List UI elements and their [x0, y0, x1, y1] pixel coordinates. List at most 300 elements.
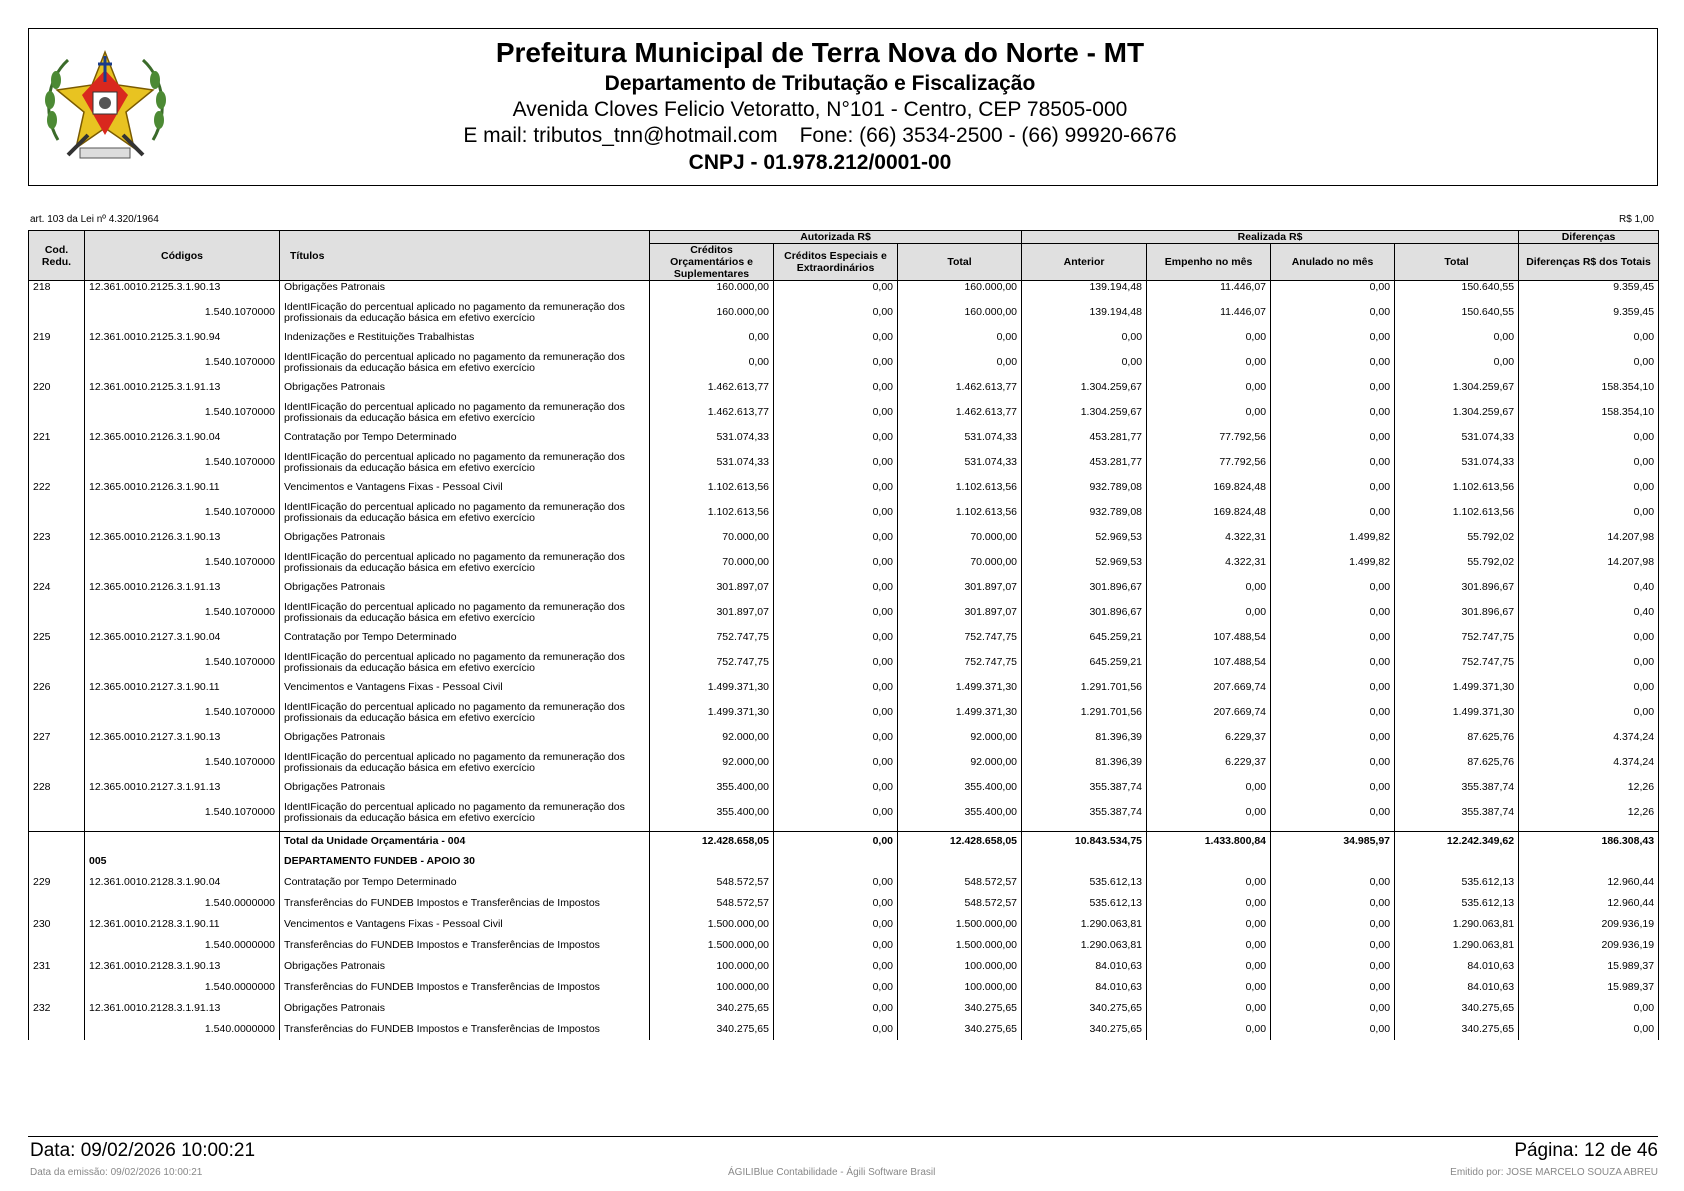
table-row — [29, 595, 1659, 631]
empenho-cell: 0,00 — [1147, 331, 1271, 345]
anterior-cell: 81.396,39 — [1022, 731, 1147, 745]
cod-redu-cell: 218 — [29, 281, 85, 296]
empenho-cell: 77.792,56 — [1147, 431, 1271, 445]
titulo-cell: Transferências do FUNDEB Impostos e Transferências de Impostos — [280, 935, 650, 956]
creditos-orc-cell: 70.000,00 — [650, 545, 774, 581]
col-diferencas-totais: Diferenças R$ dos Totais — [1519, 244, 1659, 281]
creditos-esp-cell: 0,00 — [774, 631, 898, 645]
codigo-cell: 1.540.1070000 — [85, 795, 280, 832]
col-anulado: Anulado no mês — [1271, 244, 1395, 281]
anterior-cell: 340.275,65 — [1022, 1019, 1147, 1040]
empenho-cell: 0,00 — [1147, 595, 1271, 631]
creditos-esp-cell: 0,00 — [774, 345, 898, 381]
creditos-orc-cell: 548.572,57 — [650, 872, 774, 893]
law-reference: art. 103 da Lei nº 4.320/1964 — [30, 214, 159, 225]
codigo-cell: 1.540.1070000 — [85, 545, 280, 581]
codigo-cell: 1.540.1070000 — [85, 345, 280, 381]
cod-redu-cell — [29, 745, 85, 781]
total-autorizada-cell: 1.462.613,77 — [898, 381, 1022, 395]
creditos-esp-cell: 0,00 — [774, 395, 898, 431]
creditos-esp-cell: 0,00 — [774, 381, 898, 395]
anulado-cell — [1271, 852, 1395, 872]
cod-redu-cell: 224 — [29, 581, 85, 595]
col-cod: Cod. Redu. — [29, 231, 85, 281]
diferencas-cell: 209.936,19 — [1519, 935, 1659, 956]
empenho-cell: 0,00 — [1147, 893, 1271, 914]
anulado-cell: 0,00 — [1271, 956, 1395, 977]
anulado-cell: 0,00 — [1271, 795, 1395, 832]
table-row — [29, 531, 1659, 545]
anulado-cell: 0,00 — [1271, 645, 1395, 681]
creditos-orc-cell: 1.462.613,77 — [650, 395, 774, 431]
table-row — [29, 645, 1659, 681]
creditos-esp-cell: 0,00 — [774, 581, 898, 595]
empenho-cell: 0,00 — [1147, 1019, 1271, 1040]
anulado-cell: 0,00 — [1271, 914, 1395, 935]
cod-redu-cell — [29, 1019, 85, 1040]
total-realizada-cell: 0,00 — [1395, 345, 1519, 381]
creditos-orc-cell: 1.102.613,56 — [650, 481, 774, 495]
total-realizada-cell: 87.625,76 — [1395, 731, 1519, 745]
codigo-cell: 12.365.0010.2127.3.1.90.04 — [85, 631, 280, 645]
anulado-cell: 0,00 — [1271, 581, 1395, 595]
creditos-orc-cell: 160.000,00 — [650, 281, 774, 296]
creditos-esp-cell: 0,00 — [774, 281, 898, 296]
titulo-cell: Contratação por Tempo Determinado — [280, 872, 650, 893]
empenho-cell: 6.229,37 — [1147, 745, 1271, 781]
cod-redu-cell — [29, 345, 85, 381]
table-row — [29, 956, 1659, 977]
titulo-cell: Total da Unidade Orçamentária - 004 — [280, 832, 650, 853]
codigo-cell: 12.365.0010.2127.3.1.90.11 — [85, 681, 280, 695]
total-autorizada-cell: 752.747,75 — [898, 631, 1022, 645]
empenho-cell: 0,00 — [1147, 872, 1271, 893]
codigo-cell: 12.365.0010.2127.3.1.90.13 — [85, 731, 280, 745]
total-autorizada-cell: 1.462.613,77 — [898, 395, 1022, 431]
col-total-realizada: Total — [1395, 244, 1519, 281]
total-autorizada-cell: 1.102.613,56 — [898, 495, 1022, 531]
anterior-cell: 645.259,21 — [1022, 645, 1147, 681]
total-realizada-cell: 535.612,13 — [1395, 893, 1519, 914]
anterior-cell: 355.387,74 — [1022, 781, 1147, 795]
table-row — [29, 481, 1659, 495]
empenho-cell: 77.792,56 — [1147, 445, 1271, 481]
group-autorizada: Autorizada R$ — [650, 231, 1022, 244]
creditos-esp-cell: 0,00 — [774, 795, 898, 832]
total-autorizada-cell: 100.000,00 — [898, 977, 1022, 998]
anterior-cell: 84.010,63 — [1022, 977, 1147, 998]
anulado-cell: 0,00 — [1271, 295, 1395, 331]
empenho-cell: 0,00 — [1147, 395, 1271, 431]
total-autorizada-cell: 0,00 — [898, 345, 1022, 381]
creditos-esp-cell: 0,00 — [774, 914, 898, 935]
total-realizada-cell: 752.747,75 — [1395, 645, 1519, 681]
codigo-cell: 1.540.0000000 — [85, 1019, 280, 1040]
anterior-cell: 535.612,13 — [1022, 893, 1147, 914]
codigo-cell: 12.361.0010.2128.3.1.90.11 — [85, 914, 280, 935]
anulado-cell: 0,00 — [1271, 495, 1395, 531]
codigo-cell: 005 — [85, 852, 280, 872]
codigo-cell: 1.540.1070000 — [85, 445, 280, 481]
currency-unit: R$ 1,00 — [1618, 214, 1654, 225]
empenho-cell: 0,00 — [1147, 345, 1271, 381]
titulo-cell: IdentIFicação do percentual aplicado no pagamento da remuneração dos profissionais da educação básica em efetivo exercício — [280, 395, 650, 431]
table-group-header — [29, 231, 1659, 244]
creditos-esp-cell: 0,00 — [774, 695, 898, 731]
total-autorizada-cell: 160.000,00 — [898, 281, 1022, 296]
creditos-esp-cell: 0,00 — [774, 431, 898, 445]
creditos-orc-cell: 1.500.000,00 — [650, 914, 774, 935]
codigo-cell: 1.540.1070000 — [85, 495, 280, 531]
empenho-cell: 4.322,31 — [1147, 531, 1271, 545]
creditos-esp-cell: 0,00 — [774, 935, 898, 956]
total-realizada-cell: 752.747,75 — [1395, 631, 1519, 645]
creditos-esp-cell: 0,00 — [774, 745, 898, 781]
anterior-cell: 10.843.534,75 — [1022, 832, 1147, 853]
anterior-cell: 1.291.701,56 — [1022, 681, 1147, 695]
empenho-cell: 6.229,37 — [1147, 731, 1271, 745]
table-row — [29, 631, 1659, 645]
empenho-cell: 0,00 — [1147, 914, 1271, 935]
titulo-cell: Obrigações Patronais — [280, 781, 650, 795]
table-body — [29, 281, 1659, 1041]
titulo-cell: Contratação por Tempo Determinado — [280, 431, 650, 445]
codigo-cell: 12.361.0010.2128.3.1.90.04 — [85, 872, 280, 893]
codigo-cell: 1.540.1070000 — [85, 645, 280, 681]
anulado-cell: 0,00 — [1271, 731, 1395, 745]
diferencas-cell: 4.374,24 — [1519, 745, 1659, 781]
total-autorizada-cell: 340.275,65 — [898, 1019, 1022, 1040]
titulo-cell: Indenizações e Restituições Trabalhistas — [280, 331, 650, 345]
total-realizada-cell: 1.499.371,30 — [1395, 681, 1519, 695]
footer-page-number: Página: 12 de 46 — [1514, 1140, 1658, 1161]
creditos-orc-cell — [650, 852, 774, 872]
total-realizada-cell: 1.304.259,67 — [1395, 395, 1519, 431]
total-realizada-cell: 1.499.371,30 — [1395, 695, 1519, 731]
creditos-orc-cell: 355.400,00 — [650, 795, 774, 832]
total-realizada-cell: 301.896,67 — [1395, 595, 1519, 631]
codigo-cell: 12.365.0010.2126.3.1.91.13 — [85, 581, 280, 595]
creditos-orc-cell: 1.499.371,30 — [650, 681, 774, 695]
total-autorizada-cell: 1.500.000,00 — [898, 935, 1022, 956]
cod-redu-cell: 219 — [29, 331, 85, 345]
total-realizada-cell: 87.625,76 — [1395, 745, 1519, 781]
codigo-cell: 1.540.0000000 — [85, 935, 280, 956]
empenho-cell: 207.669,74 — [1147, 681, 1271, 695]
creditos-orc-cell: 92.000,00 — [650, 745, 774, 781]
creditos-esp-cell — [774, 852, 898, 872]
total-autorizada-cell: 70.000,00 — [898, 531, 1022, 545]
titulo-cell: IdentIFicação do percentual aplicado no pagamento da remuneração dos profissionais da educação básica em efetivo exercício — [280, 495, 650, 531]
diferencas-cell: 12,26 — [1519, 795, 1659, 832]
anulado-cell: 0,00 — [1271, 695, 1395, 731]
codigo-cell: 1.540.0000000 — [85, 893, 280, 914]
empenho-cell: 11.446,07 — [1147, 295, 1271, 331]
total-autorizada-cell: 1.102.613,56 — [898, 481, 1022, 495]
empenho-cell: 207.669,74 — [1147, 695, 1271, 731]
diferencas-cell: 0,40 — [1519, 595, 1659, 631]
table-row — [29, 731, 1659, 745]
anterior-cell: 1.291.701,56 — [1022, 695, 1147, 731]
header-text — [300, 36, 1340, 177]
table-row — [29, 495, 1659, 531]
anulado-cell: 0,00 — [1271, 935, 1395, 956]
creditos-esp-cell: 0,00 — [774, 531, 898, 545]
anterior-cell: 52.969,53 — [1022, 531, 1147, 545]
table-row — [29, 998, 1659, 1019]
empenho-cell: 0,00 — [1147, 977, 1271, 998]
codigo-cell: 1.540.1070000 — [85, 395, 280, 431]
col-creditos-especiais: Créditos Especiais e Extraordinários — [774, 244, 898, 281]
anterior-cell: 81.396,39 — [1022, 745, 1147, 781]
titulo-cell: IdentIFicação do percentual aplicado no pagamento da remuneração dos profissionais da educação básica em efetivo exercício — [280, 745, 650, 781]
total-autorizada-cell: 1.499.371,30 — [898, 695, 1022, 731]
anterior-cell: 453.281,77 — [1022, 445, 1147, 481]
cod-redu-cell — [29, 795, 85, 832]
creditos-esp-cell: 0,00 — [774, 731, 898, 745]
creditos-orc-cell: 340.275,65 — [650, 1019, 774, 1040]
table-row — [29, 345, 1659, 381]
total-realizada-cell: 355.387,74 — [1395, 795, 1519, 832]
total-realizada-cell: 535.612,13 — [1395, 872, 1519, 893]
creditos-orc-cell: 100.000,00 — [650, 956, 774, 977]
diferencas-cell: 15.989,37 — [1519, 956, 1659, 977]
municipal-coat-of-arms-logo — [38, 40, 173, 175]
total-realizada-cell: 340.275,65 — [1395, 998, 1519, 1019]
empenho-cell: 1.433.800,84 — [1147, 832, 1271, 853]
cod-redu-cell — [29, 832, 85, 853]
codigo-cell: 12.361.0010.2125.3.1.91.13 — [85, 381, 280, 395]
titulo-cell: Obrigações Patronais — [280, 581, 650, 595]
diferencas-cell: 9.359,45 — [1519, 281, 1659, 296]
diferencas-cell: 15.989,37 — [1519, 977, 1659, 998]
anulado-cell: 0,00 — [1271, 872, 1395, 893]
total-autorizada-cell: 548.572,57 — [898, 893, 1022, 914]
table-row — [29, 977, 1659, 998]
header-email: E mail: tributos_tnn@hotmail.com — [463, 124, 778, 147]
header-phone: Fone: (66) 3534-2500 - (66) 99920-6676 — [799, 124, 1177, 147]
cod-redu-cell — [29, 545, 85, 581]
anulado-cell: 0,00 — [1271, 998, 1395, 1019]
anulado-cell: 0,00 — [1271, 893, 1395, 914]
creditos-esp-cell: 0,00 — [774, 331, 898, 345]
table-row — [29, 745, 1659, 781]
col-total-autorizada: Total — [898, 244, 1022, 281]
anterior-cell: 1.290.063,81 — [1022, 914, 1147, 935]
codigo-cell: 12.365.0010.2127.3.1.91.13 — [85, 781, 280, 795]
table-row — [29, 281, 1659, 296]
total-autorizada-cell: 355.400,00 — [898, 795, 1022, 832]
total-autorizada-cell: 301.897,07 — [898, 595, 1022, 631]
codigo-cell: 12.365.0010.2126.3.1.90.11 — [85, 481, 280, 495]
titulo-cell: Obrigações Patronais — [280, 998, 650, 1019]
total-autorizada-cell: 301.897,07 — [898, 581, 1022, 595]
cod-redu-cell: 232 — [29, 998, 85, 1019]
titulo-cell: Transferências do FUNDEB Impostos e Transferências de Impostos — [280, 1019, 650, 1040]
table-row — [29, 1019, 1659, 1040]
budget-table — [28, 230, 1659, 1040]
diferencas-cell: 12,26 — [1519, 781, 1659, 795]
creditos-orc-cell: 0,00 — [650, 331, 774, 345]
diferencas-cell: 4.374,24 — [1519, 731, 1659, 745]
empenho-cell: 0,00 — [1147, 935, 1271, 956]
empenho-cell: 169.824,48 — [1147, 481, 1271, 495]
total-realizada-cell: 355.387,74 — [1395, 781, 1519, 795]
titulo-cell: Vencimentos e Vantagens Fixas - Pessoal Civil — [280, 681, 650, 695]
anulado-cell: 0,00 — [1271, 481, 1395, 495]
cod-redu-cell: 221 — [29, 431, 85, 445]
cod-redu-cell — [29, 893, 85, 914]
anterior-cell: 453.281,77 — [1022, 431, 1147, 445]
codigo-cell: 1.540.1070000 — [85, 695, 280, 731]
total-realizada-cell: 150.640,55 — [1395, 281, 1519, 296]
col-titulos: Títulos — [280, 231, 650, 281]
table-row — [29, 935, 1659, 956]
creditos-esp-cell: 0,00 — [774, 872, 898, 893]
anterior-cell: 139.194,48 — [1022, 281, 1147, 296]
titulo-cell: IdentIFicação do percentual aplicado no pagamento da remuneração dos profissionais da educação básica em efetivo exercício — [280, 445, 650, 481]
total-autorizada-cell: 0,00 — [898, 331, 1022, 345]
titulo-cell: IdentIFicação do percentual aplicado no pagamento da remuneração dos profissionais da educação básica em efetivo exercício — [280, 545, 650, 581]
anulado-cell: 0,00 — [1271, 331, 1395, 345]
anterior-cell: 932.789,08 — [1022, 495, 1147, 531]
total-realizada-cell — [1395, 852, 1519, 872]
titulo-cell: IdentIFicação do percentual aplicado no pagamento da remuneração dos profissionais da educação básica em efetivo exercício — [280, 295, 650, 331]
diferencas-cell: 209.936,19 — [1519, 914, 1659, 935]
empenho-cell — [1147, 852, 1271, 872]
anterior-cell — [1022, 852, 1147, 872]
titulo-cell: IdentIFicação do percentual aplicado no pagamento da remuneração dos profissionais da educação básica em efetivo exercício — [280, 345, 650, 381]
anterior-cell: 645.259,21 — [1022, 631, 1147, 645]
empenho-cell: 107.488,54 — [1147, 631, 1271, 645]
anterior-cell: 52.969,53 — [1022, 545, 1147, 581]
diferencas-cell: 0,00 — [1519, 695, 1659, 731]
anulado-cell: 0,00 — [1271, 595, 1395, 631]
anulado-cell: 1.499,82 — [1271, 531, 1395, 545]
codigo-cell: 1.540.0000000 — [85, 977, 280, 998]
total-autorizada-cell: 92.000,00 — [898, 731, 1022, 745]
total-autorizada-cell: 160.000,00 — [898, 295, 1022, 331]
anterior-cell: 301.896,67 — [1022, 595, 1147, 631]
anulado-cell: 1.499,82 — [1271, 545, 1395, 581]
header-department: Departamento de Tributação e Fiscalização — [604, 72, 1036, 95]
table-row — [29, 893, 1659, 914]
total-autorizada-cell: 100.000,00 — [898, 956, 1022, 977]
creditos-orc-cell: 160.000,00 — [650, 295, 774, 331]
titulo-cell: Transferências do FUNDEB Impostos e Transferências de Impostos — [280, 977, 650, 998]
footer-emission-date: Data da emissão: 09/02/2026 10:00:21 — [30, 1167, 203, 1178]
total-autorizada-cell: 92.000,00 — [898, 745, 1022, 781]
cod-redu-cell: 222 — [29, 481, 85, 495]
total-realizada-cell: 84.010,63 — [1395, 977, 1519, 998]
total-realizada-cell: 55.792,02 — [1395, 531, 1519, 545]
empenho-cell: 11.446,07 — [1147, 281, 1271, 296]
cod-redu-cell — [29, 645, 85, 681]
cod-redu-cell — [29, 852, 85, 872]
total-autorizada-cell: 531.074,33 — [898, 445, 1022, 481]
diferencas-cell: 12.960,44 — [1519, 893, 1659, 914]
total-realizada-cell: 1.304.259,67 — [1395, 381, 1519, 395]
header-cnpj: CNPJ - 01.978.212/0001-00 — [688, 151, 952, 174]
diferencas-cell: 9.359,45 — [1519, 295, 1659, 331]
diferencas-cell: 0,00 — [1519, 1019, 1659, 1040]
empenho-cell: 0,00 — [1147, 781, 1271, 795]
anulado-cell: 0,00 — [1271, 781, 1395, 795]
total-realizada-cell: 84.010,63 — [1395, 956, 1519, 977]
cod-redu-cell: 229 — [29, 872, 85, 893]
anterior-cell: 139.194,48 — [1022, 295, 1147, 331]
creditos-esp-cell: 0,00 — [774, 445, 898, 481]
unit-row — [29, 852, 1659, 872]
anterior-cell: 355.387,74 — [1022, 795, 1147, 832]
diferencas-cell: 0,00 — [1519, 631, 1659, 645]
creditos-orc-cell: 301.897,07 — [650, 581, 774, 595]
total-realizada-cell: 0,00 — [1395, 331, 1519, 345]
total-realizada-cell: 1.102.613,56 — [1395, 495, 1519, 531]
creditos-orc-cell: 0,00 — [650, 345, 774, 381]
creditos-orc-cell: 100.000,00 — [650, 977, 774, 998]
header-address: Avenida Cloves Felicio Vetoratto, N°101 - Centro, CEP 78505-000 — [512, 98, 1128, 121]
titulo-cell: Obrigações Patronais — [280, 381, 650, 395]
cod-redu-cell — [29, 977, 85, 998]
anterior-cell: 301.896,67 — [1022, 581, 1147, 595]
titulo-cell: DEPARTAMENTO FUNDEB - APOIO 30 — [280, 852, 650, 872]
anterior-cell: 340.275,65 — [1022, 998, 1147, 1019]
empenho-cell: 0,00 — [1147, 581, 1271, 595]
total-realizada-cell: 12.242.349,62 — [1395, 832, 1519, 853]
cod-redu-cell — [29, 495, 85, 531]
titulo-cell: IdentIFicação do percentual aplicado no pagamento da remuneração dos profissionais da educação básica em efetivo exercício — [280, 795, 650, 832]
creditos-orc-cell: 752.747,75 — [650, 631, 774, 645]
table-row — [29, 695, 1659, 731]
codigo-cell: 12.365.0010.2126.3.1.90.13 — [85, 531, 280, 545]
diferencas-cell: 0,00 — [1519, 645, 1659, 681]
titulo-cell: IdentIFicação do percentual aplicado no pagamento da remuneração dos profissionais da educação básica em efetivo exercício — [280, 695, 650, 731]
diferencas-cell: 0,00 — [1519, 681, 1659, 695]
creditos-orc-cell: 752.747,75 — [650, 645, 774, 681]
col-creditos-orcamentarios: Créditos Orçamentários e Suplementares — [650, 244, 774, 281]
total-realizada-cell: 531.074,33 — [1395, 431, 1519, 445]
creditos-orc-cell: 548.572,57 — [650, 893, 774, 914]
creditos-esp-cell: 0,00 — [774, 495, 898, 531]
codigo-cell: 1.540.1070000 — [85, 745, 280, 781]
titulo-cell: Obrigações Patronais — [280, 281, 650, 296]
codigo-cell: 12.361.0010.2125.3.1.90.94 — [85, 331, 280, 345]
anterior-cell: 0,00 — [1022, 331, 1147, 345]
footer-issued-by: Emitido por: JOSE MARCELO SOUZA ABREU — [1450, 1167, 1658, 1178]
anulado-cell: 0,00 — [1271, 281, 1395, 296]
titulo-cell: IdentIFicação do percentual aplicado no pagamento da remuneração dos profissionais da educação básica em efetivo exercício — [280, 645, 650, 681]
footer-date: Data: 09/02/2026 10:00:21 — [30, 1140, 256, 1161]
creditos-orc-cell: 531.074,33 — [650, 431, 774, 445]
table-row — [29, 681, 1659, 695]
creditos-orc-cell: 70.000,00 — [650, 531, 774, 545]
codigo-cell: 12.361.0010.2128.3.1.90.13 — [85, 956, 280, 977]
total-autorizada-cell: 1.500.000,00 — [898, 914, 1022, 935]
titulo-cell: Transferências do FUNDEB Impostos e Transferências de Impostos — [280, 893, 650, 914]
total-autorizada-cell: 70.000,00 — [898, 545, 1022, 581]
creditos-orc-cell: 1.499.371,30 — [650, 695, 774, 731]
creditos-esp-cell: 0,00 — [774, 956, 898, 977]
diferencas-cell: 0,00 — [1519, 445, 1659, 481]
cod-redu-cell: 223 — [29, 531, 85, 545]
titulo-cell: Vencimentos e Vantagens Fixas - Pessoal Civil — [280, 914, 650, 935]
creditos-esp-cell: 0,00 — [774, 681, 898, 695]
diferencas-cell: 12.960,44 — [1519, 872, 1659, 893]
total-autorizada-cell: 355.400,00 — [898, 781, 1022, 795]
titulo-cell: Obrigações Patronais — [280, 531, 650, 545]
codigo-cell — [85, 832, 280, 853]
